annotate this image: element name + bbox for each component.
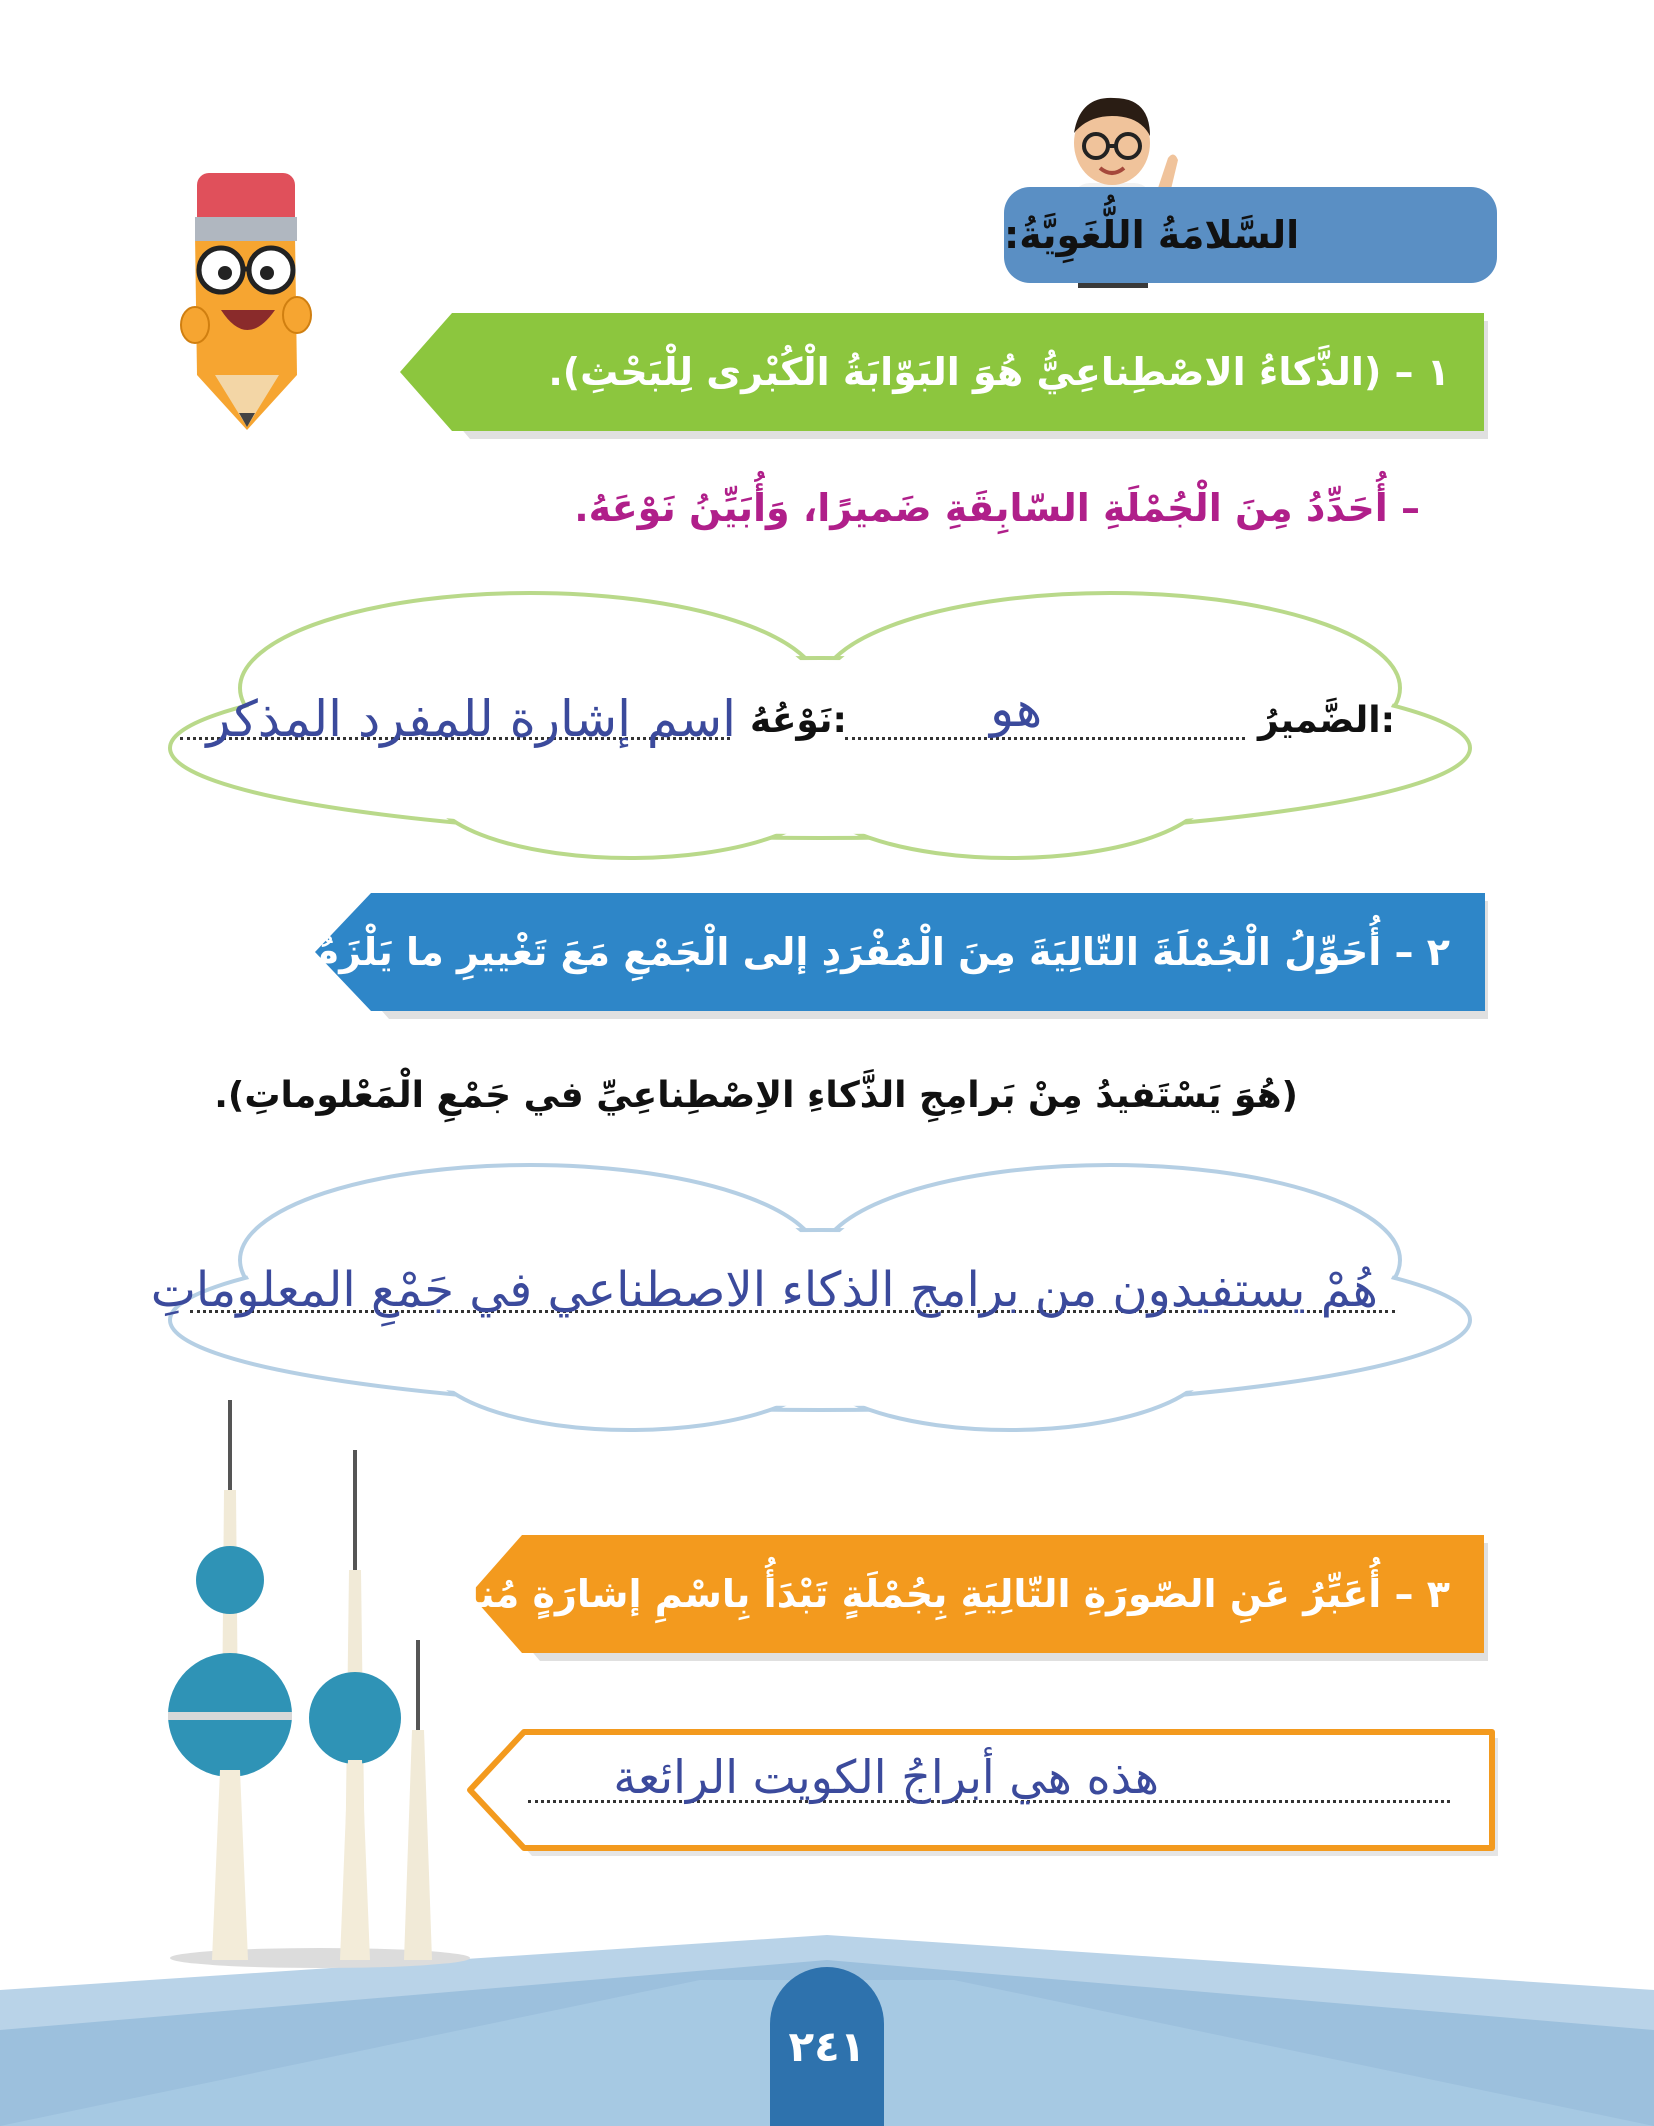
question-1-sentence: ١ – (الذَّكاءُ الاصْطِناعِيُّ هُوَ البَوّابَةُ الْكُبْرى لِلْبَحْثِ). bbox=[548, 350, 1450, 394]
section-title: السَّلامَةُ اللُّغَوِيَّةُ: bbox=[1004, 187, 1497, 283]
pronoun-answer-line bbox=[845, 737, 1245, 740]
pronoun-answer: هو bbox=[990, 680, 1043, 738]
question-1-banner bbox=[400, 313, 1488, 431]
pencil-mascot-icon bbox=[175, 165, 325, 435]
page-number: ٢٤١ bbox=[770, 1967, 884, 2126]
question-2-banner bbox=[296, 893, 1488, 1011]
question-2-answer: هُمْ يستفيدون من برامج الذكاء الاصطناعي في جَمْعِ المعلوماتِ bbox=[150, 1262, 1378, 1318]
question-3-instruction: ٣ – أُعَبِّرُ عَنِ الصّورَةِ التّالِيَةِ بِجُمْلَةٍ تَبْدَأُ بِاسْمِ إشارَةٍ مُناسِبٍ: bbox=[373, 1572, 1450, 1616]
question-2-sentence: (هُوَ يَسْتَفيدُ مِنْ بَرامِجِ الذَّكاءِ الاِصْطِناعِيِّ في جَمْعِ الْمَعْلوماتِ). bbox=[214, 1075, 1298, 1116]
question-2-instruction: ٢ – أُحَوِّلُ الْجُمْلَةَ التّالِيَةَ مِنَ الْمُفْرَدِ إلى الْجَمْعِ مَعَ تَغْييرِ ما يَلْزَمُ: bbox=[296, 930, 1450, 974]
kuwait-towers-icon bbox=[150, 1400, 470, 1970]
pronoun-label: الضَّميرُ: bbox=[1258, 700, 1395, 741]
question-3-banner bbox=[373, 1535, 1488, 1653]
question-3-answer: هذه هي أبراجُ الكويت الرائعة bbox=[613, 1750, 1159, 1804]
question-1-instruction: – أُحَدِّدُ مِنَ الْجُمْلَةِ السّابِقَةِ ضَميرًا، وَأُبَيِّنُ نَوْعَهُ. bbox=[574, 486, 1420, 530]
type-answer: اسم إشارة للمفرد المذكر bbox=[206, 690, 736, 748]
type-label: نَوْعُهُ: bbox=[750, 700, 847, 741]
